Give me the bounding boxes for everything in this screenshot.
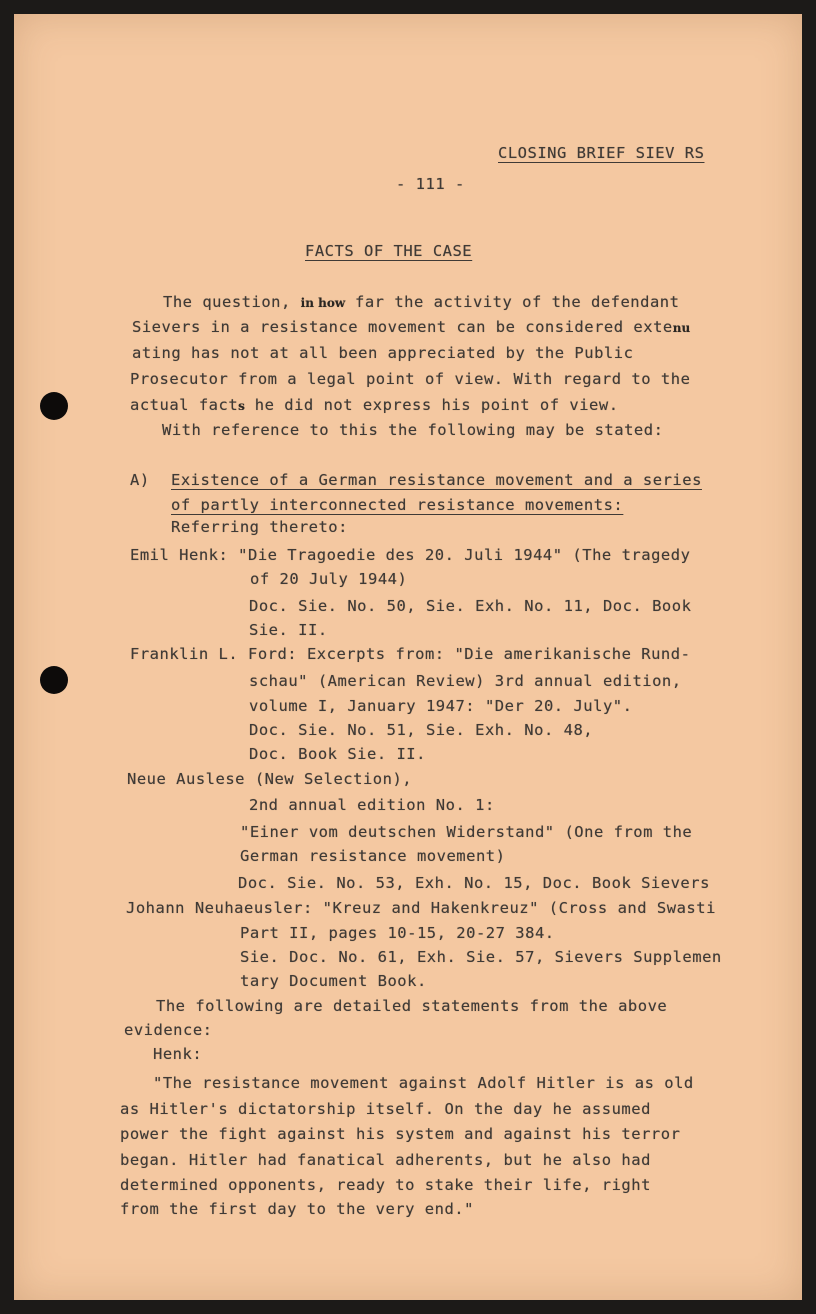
referring-line: Referring thereto:	[171, 518, 348, 536]
quote-line: from the first day to the very end."	[120, 1200, 474, 1218]
handwritten-insertion: s	[238, 399, 245, 413]
reference-line: volume I, January 1947: "Der 20. July".	[249, 697, 633, 715]
reference-line: Neue Auslese (New Selection),	[127, 770, 413, 788]
quote-line: began. Hitler had fanatical adherents, but he also had	[120, 1151, 651, 1169]
quote-line: power the fight against his system and against his terror	[120, 1125, 681, 1143]
reference-line: Sie. II.	[249, 621, 328, 639]
text-run: The question,	[163, 293, 301, 311]
text-run: far the activity of the defendant	[345, 293, 680, 311]
reference-line: tary Document Book.	[240, 972, 427, 990]
punch-hole	[40, 392, 68, 420]
reference-line: Doc. Sie. No. 53, Exh. No. 15, Doc. Book Sievers	[238, 874, 710, 892]
item-heading-line: Existence of a German resistance movement and a series	[171, 471, 702, 489]
reference-line: Doc. Sie. No. 51, Sie. Exh. No. 48,	[249, 721, 594, 739]
quote-line: "The resistance movement against Adolf Hitler is as old	[153, 1074, 694, 1092]
page-number: - 111 -	[396, 175, 465, 193]
paragraph-line: The following are detailed statements from the above	[156, 997, 668, 1015]
paragraph-line: With reference to this the following may be stated:	[162, 421, 664, 439]
reference-line: schau" (American Review) 3rd annual edition,	[249, 672, 682, 690]
reference-line: Sie. Doc. No. 61, Exh. Sie. 57, Sievers Supplemen	[240, 948, 722, 966]
reference-line: of 20 July 1944)	[250, 570, 408, 588]
paragraph-line	[132, 318, 690, 336]
handwritten-insertion: in how	[300, 296, 346, 310]
reference-line: Franklin L. Ford: Excerpts from: "Die amerikanische Rund-	[130, 645, 691, 663]
text-run: actual fact	[130, 396, 239, 414]
handwritten-insertion: nu	[672, 321, 691, 335]
reference-line: Johann Neuhaeusler: "Kreuz and Hakenkreuz" (Cross and Swasti	[126, 899, 716, 917]
paragraph-line	[130, 396, 619, 414]
list-marker: A)	[130, 471, 150, 489]
text-run: he did not express his point of view.	[244, 396, 619, 414]
document-header-title: CLOSING BRIEF SIEV RS	[498, 144, 705, 162]
item-heading-line: of partly interconnected resistance movements:	[171, 496, 624, 514]
speaker-label: Henk:	[153, 1045, 203, 1063]
reference-line: German resistance movement)	[240, 847, 506, 865]
reference-line: Emil Henk: "Die Tragoedie des 20. Juli 1944" (The tragedy	[130, 546, 691, 564]
quote-line: as Hitler's dictatorship itself. On the day he assumed	[120, 1100, 651, 1118]
reference-line: Part II, pages 10-15, 20-27 384.	[240, 924, 555, 942]
text-run: Sievers in a resistance movement can be considered exte	[132, 318, 673, 336]
punch-hole	[40, 666, 68, 694]
paragraph-line	[163, 293, 679, 311]
reference-line: 2nd annual edition No. 1:	[249, 796, 495, 814]
reference-line: "Einer vom deutschen Widerstand" (One from the	[240, 823, 693, 841]
paragraph-line: Prosecutor from a legal point of view. With regard to the	[130, 370, 691, 388]
section-title: FACTS OF THE CASE	[305, 242, 473, 260]
quote-line: determined opponents, ready to stake their life, right	[120, 1176, 651, 1194]
reference-line: Doc. Sie. No. 50, Sie. Exh. No. 11, Doc. Book	[249, 597, 692, 615]
reference-line: Doc. Book Sie. II.	[249, 745, 426, 763]
paragraph-line: ating has not at all been appreciated by the Public	[132, 344, 634, 362]
paragraph-line: evidence:	[124, 1021, 213, 1039]
